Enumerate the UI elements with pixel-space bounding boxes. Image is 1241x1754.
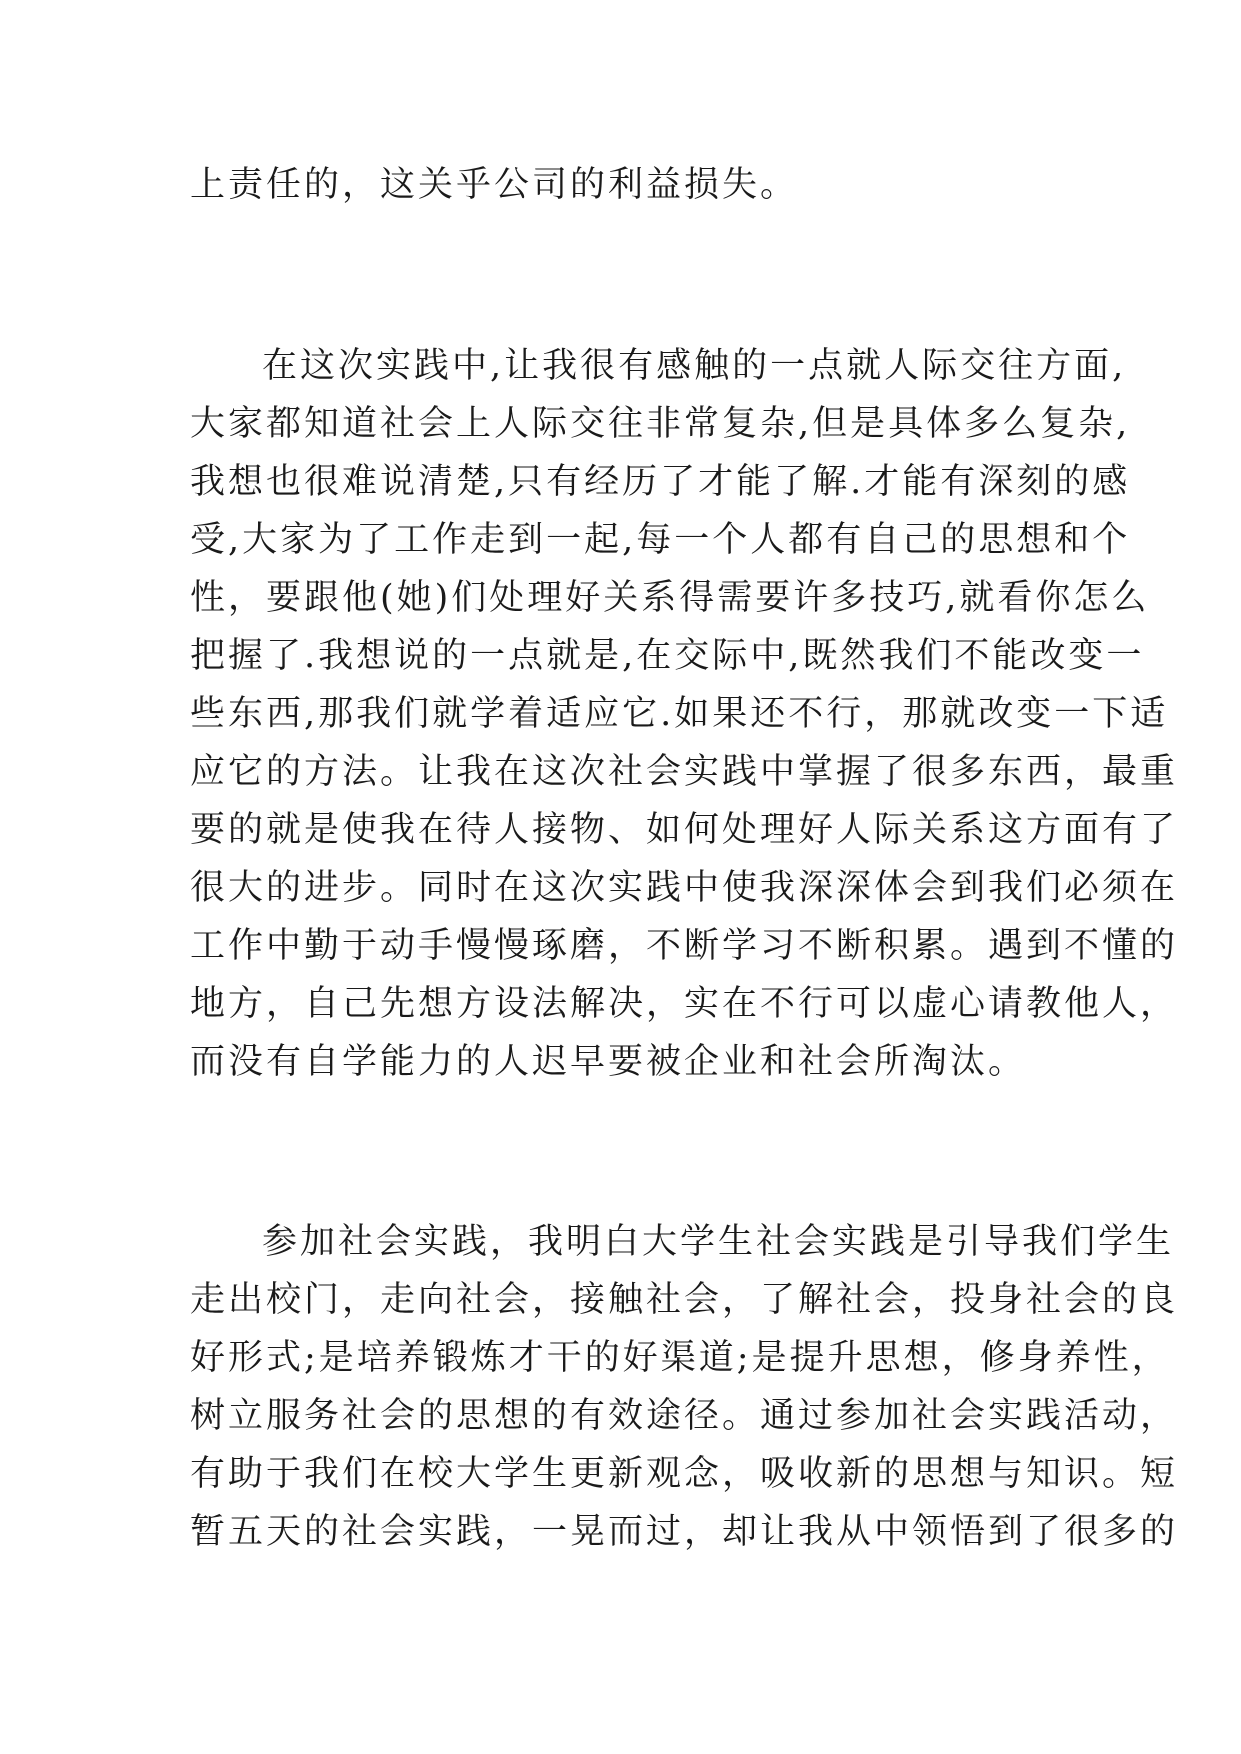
text-line: 要的就是使我在待人接物、如何处理好人际关系这方面有了 [190,810,1179,850]
text-line: 好形式;是培养锻炼才干的好渠道;是提升思想，修身养性， [190,1338,1170,1378]
text-line: 走出校门，走向社会，接触社会，了解社会，投身社会的良 [190,1280,1179,1320]
text-line: 把握了.我想说的一点就是,在交际中,既然我们不能改变一 [190,636,1145,676]
paragraph-interpersonal [190,337,1179,1091]
text-line: 工作中勤于动手慢慢琢磨，不断学习不断积累。遇到不懂的 [190,926,1179,966]
text-line: 参加社会实践，我明白大学生社会实践是引导我们学生 [262,1222,1175,1262]
text-line: 而没有自学能力的人迟早要被企业和社会所淘汰。 [190,1042,1027,1082]
text-line: 大家都知道社会上人际交往非常复杂,但是具体多么复杂, [190,404,1131,444]
paragraph-social-practice [190,1213,1179,1561]
text-line: 应它的方法。让我在这次社会实践中掌握了很多东西，最重 [190,752,1179,792]
text-line: 我想也很难说清楚,只有经历了才能了解.才能有深刻的感 [190,462,1131,502]
text-line: 上责任的，这关乎公司的利益损失。 [190,165,799,205]
paragraph-continuation [190,156,1070,214]
text-line: 在这次实践中,让我很有感触的一点就人际交往方面, [262,346,1127,386]
text-line: 性，要跟他(她)们处理好关系得需要许多技巧,就看你怎么 [190,578,1150,618]
text-line: 很大的进步。同时在这次实践中使我深深体会到我们必须在 [190,868,1179,908]
text-line: 暂五天的社会实践，一晃而过，却让我从中领悟到了很多的 [190,1512,1179,1552]
text-line: 地方，自己先想方设法解决，实在不行可以虚心请教他人， [190,984,1179,1024]
text-line: 有助于我们在校大学生更新观念，吸收新的思想与知识。短 [190,1454,1179,1494]
text-line: 树立服务社会的思想的有效途径。通过参加社会实践活动， [190,1396,1179,1436]
text-line: 受,大家为了工作走到一起,每一个人都有自己的思想和个 [190,520,1131,560]
text-line: 些东西,那我们就学着适应它.如果还不行，那就改变一下适 [190,694,1169,734]
